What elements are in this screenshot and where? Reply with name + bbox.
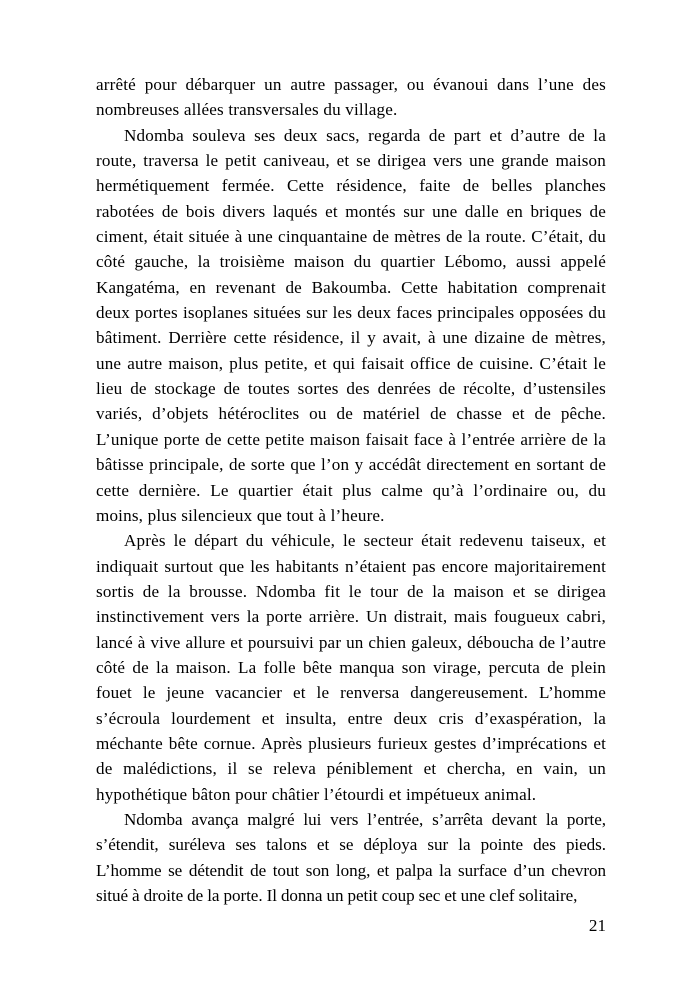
paragraph-1: arrêté pour débarquer un autre passager, ou évanoui dans l’une des nombreuses allées transversales du village.: [96, 75, 606, 120]
text-column: [96, 72, 606, 908]
paragraph-3: Après le départ du véhicule, le secteur était redevenu taiseux, et indiquait surtout que les habitants n’étaient pas encore majoritairement sortis de la brousse. Ndomba fit le tour de la maison et se dirigea instinctivement vers la porte arrière. Un distrait, mais fougueux cabri, lancé à vive allure et poursuivi par un chien galeux, déboucha de l’autre côté de la maison. La folle bête manqua son virage, percuta de plein fouet le jeune vacancier et le renversa dangereusement. L’homme s’écroula lourdement et insulta, entre deux cris d’exaspération, la méchante bête cornue. Après plusieurs furieux gestes d’imprécations et de malédictions, il se releva péniblement et chercha, en vain, un hypothétique bâton pour châtier l’étourdi et impétueux animal.: [96, 531, 606, 804]
paragraph-4: Ndomba avança malgré lui vers l’entrée, s’arrêta devant la porte, s’étendit, suréleva ses talons et se déploya sur la pointe des pieds. L’homme se détendit de tout son long, et palpa la surface d’un chevron situé à droite de la porte. Il donna un petit coup sec et une clef solitaire,: [96, 809, 606, 905]
paragraph-2: Ndomba souleva ses deux sacs, regarda de part et d’autre de la route, traversa le petit caniveau, et se dirigea vers une grande maison hermétiquement fermée. Cette résidence, faite de belles planches rabotées de bois divers laqués et montés sur une dalle en briques de ciment, était située à une cinquantaine de mètres de la route. C’était, du côté gauche, la troisième maison du quartier Lébomo, aussi appelé Kangatéma, en revenant de Bakoumba. Cette habitation comprenait deux portes isoplanes situées sur les deux faces principales opposées du bâtiment. Derrière cette résidence, il y avait, à une dizaine de mètres, une autre maison, plus petite, et qui faisait office de cuisine. C’était le lieu de stockage de toutes sortes des denrées de récolte, d’ustensiles variés, d’objets hétéroclites ou de matériel de chasse et de pêche. L’unique porte de cette petite maison faisait face à l’entrée arrière de la bâtisse principale, de sorte que l’on y accédât directement en sortant de cette dernière. Le quartier était plus calme qu’à l’ordinaire ou, du moins, plus silencieux que tout à l’heure.: [96, 125, 606, 525]
page-number: 21: [588, 916, 606, 935]
